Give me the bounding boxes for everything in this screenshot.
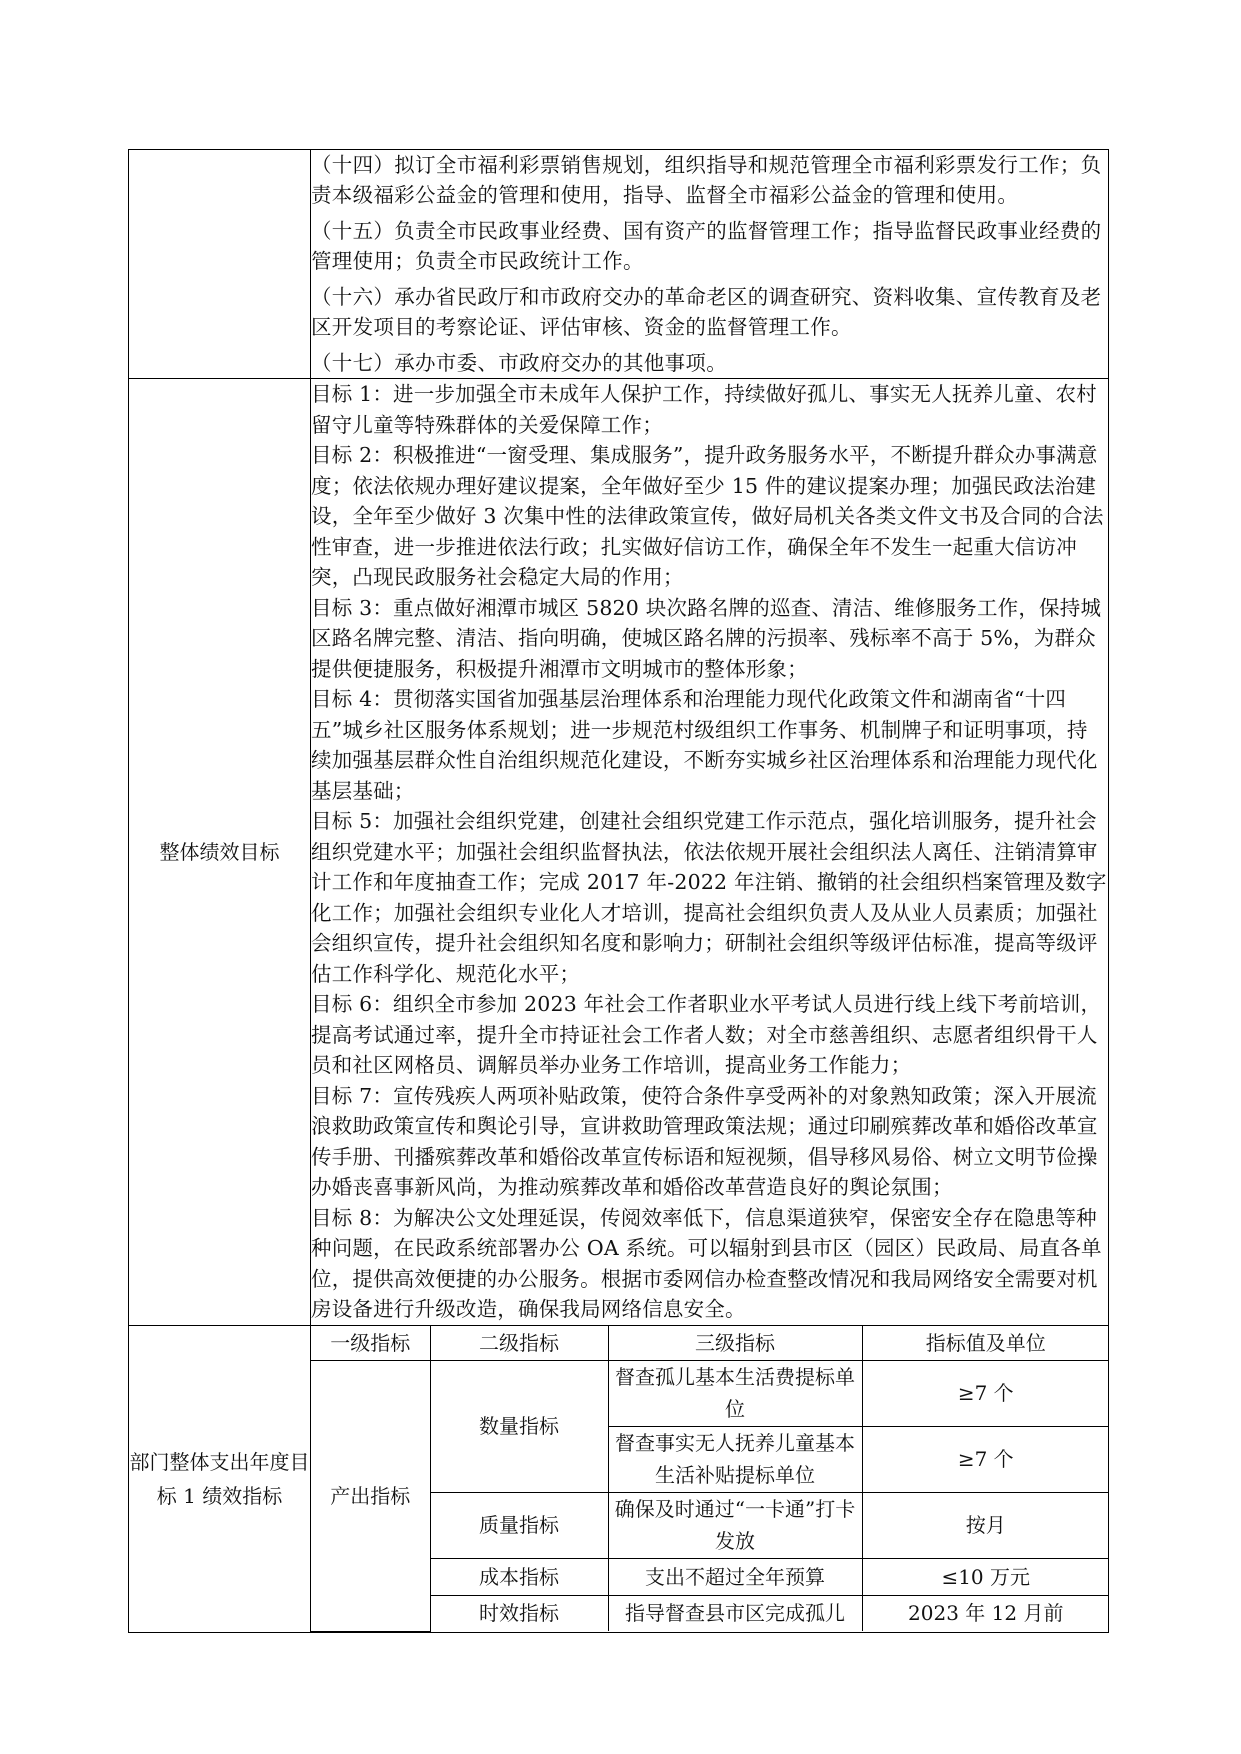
indicator-value: ≥7 个 bbox=[862, 1360, 1109, 1426]
indicators-table bbox=[311, 1326, 1109, 1632]
goal-item: 目标 8：为解决公文处理延误，传阅效率低下，信息渠道狭窄，保密安全存在隐患等种种问题，在民政系统部署办公 OA 系统。可以辐射到县市区（园区）民政局、局直各单位，提供高效便捷的办公服务。根据市委网信办检查整改情况和我局网络安全需要对机房设备进行升级改造，确保我局网络信息安全。 bbox=[311, 1205, 1102, 1321]
performance-table bbox=[128, 149, 1109, 1633]
table-row bbox=[311, 1595, 1109, 1631]
overall-goals-label: 整体绩效目标 bbox=[129, 379, 311, 1326]
header-level2: 二级指标 bbox=[430, 1326, 608, 1361]
table-row bbox=[311, 1492, 1109, 1558]
duties-label-cell bbox=[129, 150, 311, 379]
level2-timeliness: 时效指标 bbox=[430, 1595, 608, 1631]
goal-item: 目标 4：贯彻落实国省加强基层治理体系和治理能力现代化政策文件和湖南省“十四五”城乡社区服务体系规划；进一步规范村级组织工作事务、机制牌子和证明事项，持续加强基层群众性自治组织规范化建设，不断夯实城乡社区治理体系和治理能力现代化基层基础； bbox=[311, 687, 1098, 803]
goal-item: 目标 5：加强社会组织党建，创建社会组织党建工作示范点，强化培训服务，提升社会组织党建水平；加强社会组织监督执法，依法依规开展社会组织法人离任、注销清算审计工作和年度抽查工作；完成 2017 年-2022 年注销、撤销的社会组织档案管理及数字化工作；加强社会组织专业化人才培训，提高社会组织负责人及从业人员素质；加强社会组织宣传，提升社会组织知名度和影响力；研制社会组织等级评估标准，提高等级评估工作科学化、规范化水平； bbox=[311, 809, 1107, 986]
goal-item: 目标 7：宣传残疾人两项补贴政策，使符合条件享受两补的对象熟知政策；深入开展流浪救助政策宣传和舆论引导，宣讲救助管理政策法规；通过印刷殡葬改革和婚俗改革宣传手册、刊播殡葬改革和婚俗改革宣传标语和短视频，倡导移风易俗、树立文明节俭操办婚丧喜事新风尚，为推动殡葬改革和婚俗改革营造良好的舆论氛围； bbox=[311, 1083, 1098, 1199]
goal-item: 目标 1：进一步加强全市未成年人保护工作，持续做好孤儿、事实无人抚养儿童、农村留守儿童等特殊群体的关爱保障工作； bbox=[311, 382, 1097, 437]
overall-goals-cell bbox=[311, 379, 1109, 1326]
overall-goals-row bbox=[129, 379, 1109, 1326]
table-row bbox=[311, 1360, 1109, 1426]
duty-item: （十五）负责全市民政事业经费、国有资产的监督管理工作；指导监督民政事业经费的管理使用；负责全市民政统计工作。 bbox=[311, 219, 1102, 273]
level3-item: 支出不超过全年预算 bbox=[608, 1558, 862, 1595]
indicator-value: 2023 年 12 月前 bbox=[862, 1595, 1109, 1631]
indicators-row bbox=[129, 1325, 1109, 1632]
indicator-value: 按月 bbox=[862, 1492, 1109, 1558]
header-level1: 一级指标 bbox=[311, 1326, 430, 1361]
level2-cost: 成本指标 bbox=[430, 1558, 608, 1595]
goal-item: 目标 2：积极推进“一窗受理、集成服务”，提升政务服务水平，不断提升群众办事满意度；依法依规办理好建议提案，全年做好至少 15 件的建议提案办理；加强民政法治建设，全年至少做好 3 次集中性的法律政策宣传，做好局机关各类文件文书及合同的合法性审查，进一步推进依法行政；扎实做好信访工作，确保全年不发生一起重大信访冲突，凸现民政服务社会稳定大局的作用； bbox=[311, 443, 1104, 589]
level2-quality: 质量指标 bbox=[430, 1492, 608, 1558]
indicator-value: ≥7 个 bbox=[862, 1426, 1109, 1492]
duties-cell bbox=[311, 150, 1109, 379]
duty-item: （十四）拟订全市福利彩票销售规划，组织指导和规范管理全市福利彩票发行工作；负责本级福彩公益金的管理和使用，指导、监督全市福彩公益金的管理和使用。 bbox=[311, 153, 1102, 207]
goal-item: 目标 6：组织全市参加 2023 年社会工作者职业水平考试人员进行线上线下考前培训，提高考试通过率，提升全市持证社会工作者人数；对全市慈善组织、志愿者组织骨干人员和社区网格员、调解员举办业务工作培训，提高业务工作能力； bbox=[311, 992, 1102, 1077]
duty-item: （十七）承办市委、市政府交办的其他事项。 bbox=[311, 351, 727, 375]
indicators-header-row bbox=[311, 1326, 1109, 1361]
level2-quantity: 数量指标 bbox=[430, 1360, 608, 1492]
header-value: 指标值及单位 bbox=[862, 1326, 1109, 1361]
level3-item: 督查孤儿基本生活费提标单位 bbox=[608, 1360, 862, 1426]
indicator-value: ≤10 万元 bbox=[862, 1558, 1109, 1595]
level3-item: 指导督查县市区完成孤儿 bbox=[608, 1595, 862, 1631]
header-level3: 三级指标 bbox=[608, 1326, 862, 1361]
level1-output: 产出指标 bbox=[311, 1360, 430, 1631]
indicators-cell bbox=[311, 1325, 1109, 1632]
table-row bbox=[311, 1558, 1109, 1595]
indicators-label: 部门整体支出年度目标 1 绩效指标 bbox=[129, 1325, 311, 1632]
level3-item: 督查事实无人抚养儿童基本生活补贴提标单位 bbox=[608, 1426, 862, 1492]
duties-row bbox=[129, 150, 1109, 379]
level3-item: 确保及时通过“一卡通”打卡发放 bbox=[608, 1492, 862, 1558]
duty-item: （十六）承办省民政厅和市政府交办的革命老区的调查研究、资料收集、宣传教育及老区开发项目的考察论证、评估审核、资金的监督管理工作。 bbox=[311, 285, 1102, 339]
goal-item: 目标 3：重点做好湘潭市城区 5820 块次路名牌的巡查、清洁、维修服务工作，保持城区路名牌完整、清洁、指向明确，使城区路名牌的污损率、残标率不高于 5%，为群众提供便捷服务，积极提升湘潭市文明城市的整体形象； bbox=[311, 595, 1102, 681]
